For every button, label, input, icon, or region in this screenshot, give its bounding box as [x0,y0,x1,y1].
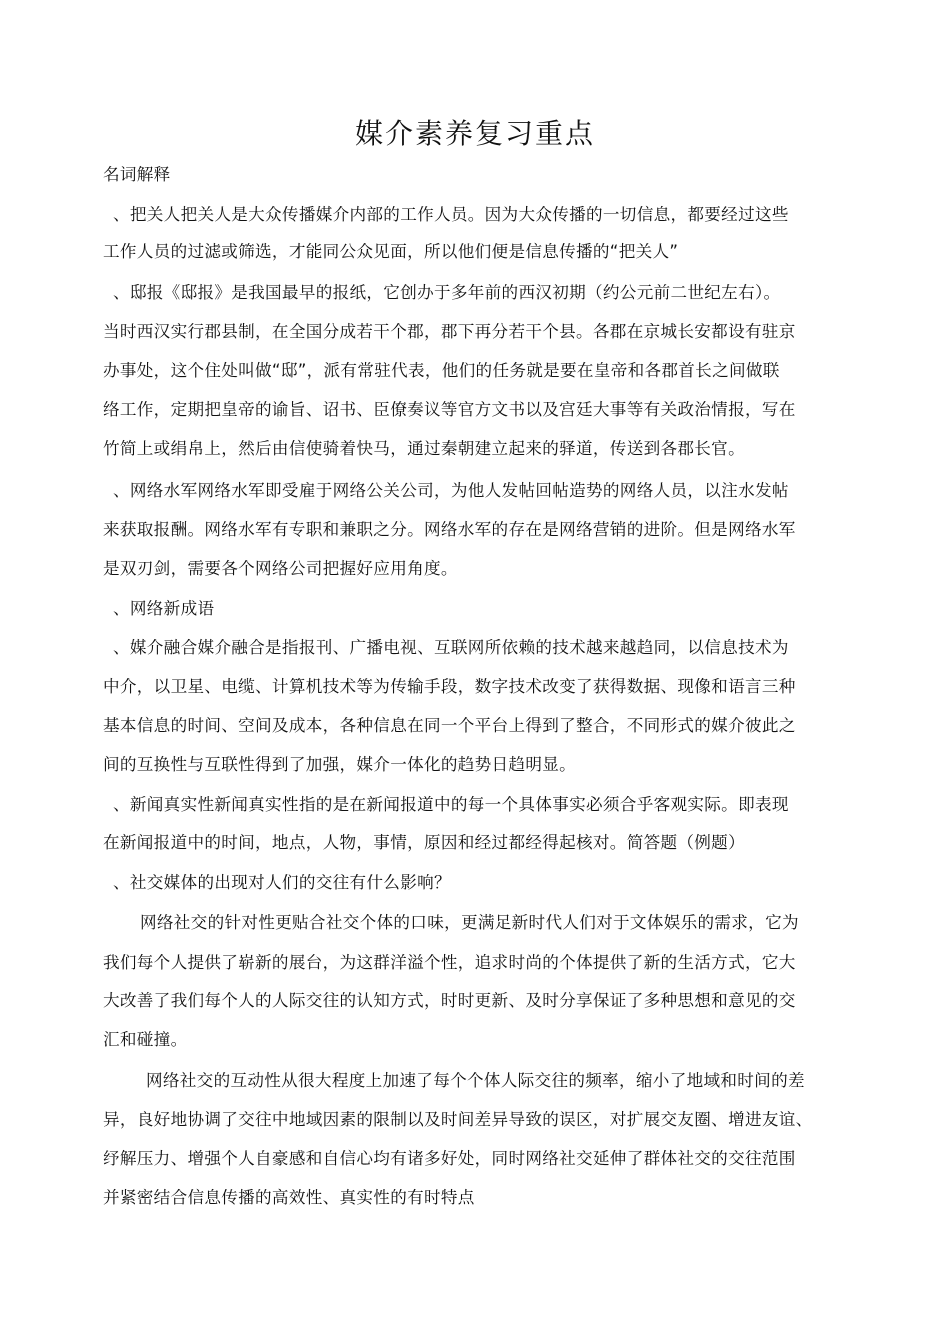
text-line: 工作人员的过滤或筛选，才能同公众见面，所以他们便是信息传播的“把关人” [103,242,679,261]
text-line: 网络社交的互动性从很大程度上加速了每个个体人际交往的频率，缩小了地域和时间的差 [146,1071,805,1090]
text-line: 络工作，定期把皇帝的谕旨、诏书、臣僚奏议等官方文书以及宫廷大事等有关政治情报，写在 [103,400,796,419]
text-line: 、网络水军网络水军即受雇于网络公关公司，为他人发帖回帖造势的网络人员，以注水发帖 [113,481,789,500]
text-line: 、网络新成语 [113,599,215,618]
text-line: 中介，以卫星、电缆、计算机技术等为传输手段，数字技术改变了获得数据、现像和语言三种 [103,677,796,696]
text-line: 基本信息的时间、空间及成本，各种信息在同一个平台上得到了整合，不同形式的媒介彼此之 [103,716,796,735]
question-heading: 、社交媒体的出现对人们的交往有什么影响？ [113,873,451,892]
text-line: 办事处，这个住处叫做“邸”，派有常驻代表，他们的任务就是要在皇帝和各郡首长之间做联 [103,361,780,380]
text-line: 来获取报酬。网络水军有专职和兼职之分。网络水军的存在是网络营销的进阶。但是网络水军 [103,520,796,539]
text-line: 在新闻报道中的时间，地点，人物，事情，原因和经过都经得起核对。简答题（例题） [103,833,745,852]
text-line: 、新闻真实性新闻真实性指的是在新闻报道中的每一个具体事实必须合乎客观实际。即表现 [113,795,789,814]
page-title: 媒介素养复习重点 [354,117,595,150]
text-line: 纾解压力、增强个人自豪感和自信心均有诸多好处，同时网络社交延伸了群体社交的交往范围 [103,1149,796,1168]
text-line: 当时西汉实行郡县制，在全国分成若干个郡，郡下再分若干个县。各郡在京城长安都设有驻京 [103,322,796,341]
text-line: 间的互换性与互联性得到了加强，媒介一体化的趋势日趋明显。 [103,755,577,774]
text-line: 网络社交的针对性更贴合社交个体的口味，更满足新时代人们对于文体娱乐的需求，它为 [140,913,799,932]
text-line: 我们每个人提供了崭新的展台，为这群洋溢个性，追求时尚的个体提供了新的生活方式，它大 [103,953,796,972]
text-line: 是双刃剑，需要各个网络公司把握好应用角度。 [103,559,458,578]
text-line: 、媒介融合媒介融合是指报刊、广播电视、互联网所依赖的技术越来越趋同，以信息技术为 [113,638,789,657]
text-line: 竹简上或绢帛上，然后由信使骑着快马，通过秦朝建立起来的驿道，传送到各郡长官。 [103,439,745,458]
text-line: 汇和碰撞。 [103,1030,188,1049]
text-line: 大改善了我们每个人的人际交往的认知方式，时时更新、及时分享保证了多种思想和意见的交 [103,991,796,1010]
text-line: 异，良好地协调了交往中地域因素的限制以及时间差异导致的误区，对扩展交友圈、增进友谊、 [103,1110,813,1129]
text-line: 、把关人把关人是大众传播媒介内部的工作人员。因为大众传播的一切信息，都要经过这些 [113,205,789,224]
text-line: 并紧密结合信息传播的高效性、真实性的有时特点 [103,1188,475,1207]
section-heading-terms: 名词解释 [103,165,171,184]
text-line: 、邸报《邸报》是我国最早的报纸，它创办于多年前的西汉初期（约公元前二世纪左右）。 [113,283,781,302]
